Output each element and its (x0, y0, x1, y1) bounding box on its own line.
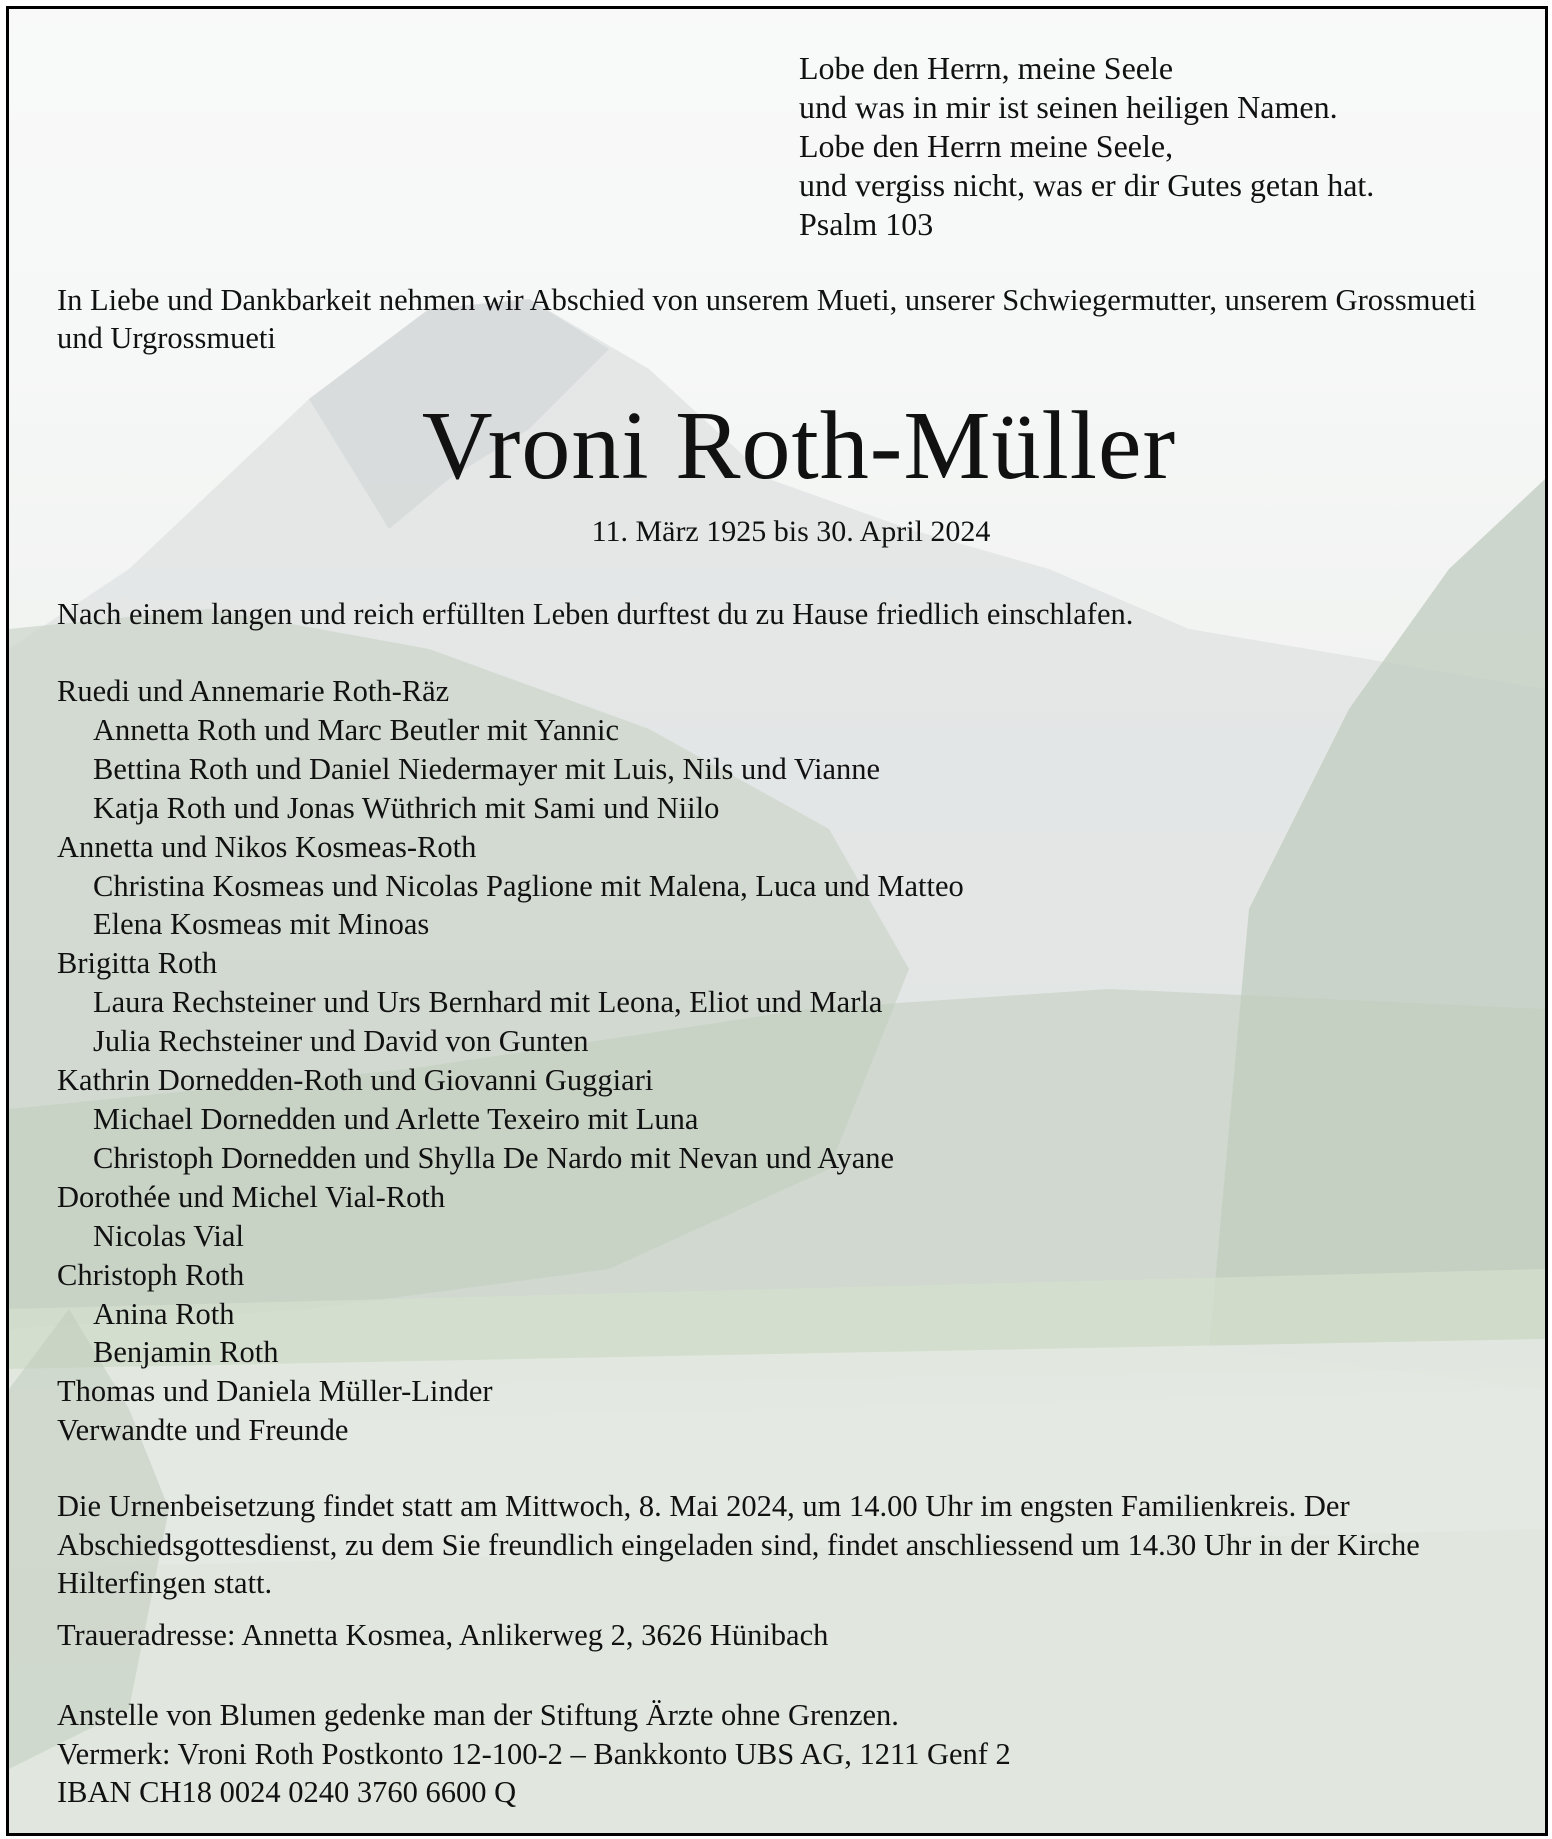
psalm-reference: Psalm 103 (799, 206, 934, 242)
psalm-line: Lobe den Herrn, meine Seele (799, 50, 1174, 86)
ceremony-info: Die Urnenbeisetzung findet statt am Mittwoch, 8. Mai 2024, um 14.00 Uhr im engsten Familienkreis. Der Abschiedsgottesdienst, zu dem Sie freundlich eingeladen sind, findet anschliessend um 14.30 Uhr in der Kirche Hilterfingen statt. (57, 1489, 1420, 1600)
mourner-descendant: Katja Roth und Jonas Wüthrich mit Sami und Niilo (93, 790, 720, 825)
mourner-descendant: Nicolas Vial (93, 1218, 244, 1253)
passing-text: Nach einem langen und reich erfüllten Leben durftest du zu Hause friedlich einschlafen. (57, 597, 1134, 631)
mourner-family: Kathrin Dornedden-Roth und Giovanni Guggiari (57, 1063, 654, 1098)
mourning-address: Traueradresse: Annetta Kosmea, Anlikerweg 2, 3626 Hünibach (57, 1618, 829, 1652)
donation-account: Vermerk: Vroni Roth Postkonto 12-100-2 – Bankkonto UBS AG, 1211 Genf 2 (57, 1736, 1011, 1771)
mourner-descendant: Bettina Roth und Daniel Niedermayer mit Luis, Nils und Vianne (93, 751, 881, 786)
mourner-descendant: Michael Dornedden und Arlette Texeiro mit Luna (93, 1101, 699, 1136)
mourner-family: Christoph Roth (57, 1257, 245, 1292)
mourner-family: Brigitta Roth (57, 946, 218, 981)
mourner-descendant: Elena Kosmeas mit Minoas (93, 907, 430, 942)
mourner-family: Dorothée und Michel Vial-Roth (57, 1179, 446, 1214)
mourner-family: Verwandte und Freunde (57, 1413, 349, 1448)
psalm-line: und was in mir ist seinen heiligen Namen. (799, 89, 1338, 125)
mourner-descendant: Annetta Roth und Marc Beutler mit Yannic (93, 712, 620, 747)
life-dates: 11. März 1925 bis 30. April 2024 (591, 515, 991, 548)
mourner-descendant: Laura Rechsteiner und Urs Bernhard mit Leona, Eliot und Marla (93, 985, 883, 1020)
mourner-family: Annetta und Nikos Kosmeas-Roth (57, 829, 477, 864)
mourners-list (57, 672, 964, 1450)
mourner-descendant: Benjamin Roth (93, 1335, 279, 1370)
mourner-descendant: Christina Kosmeas und Nicolas Paglione mit Malena, Luca und Matteo (93, 868, 964, 903)
mourner-family: Thomas und Daniela Müller-Linder (57, 1374, 493, 1409)
psalm-line: Lobe den Herrn meine Seele, (799, 128, 1174, 164)
donation-line: Anstelle von Blumen gedenke man der Stiftung Ärzte ohne Grenzen. (57, 1698, 899, 1732)
mourner-descendant: Christoph Dornedden und Shylla De Nardo mit Nevan und Ayane (93, 1140, 895, 1175)
intro-text: In Liebe und Dankbarkeit nehmen wir Abschied von unserem Mueti, unserer Schwiegermutter, unserem Grossmueti und Urgrossmueti (57, 283, 1477, 355)
mourner-descendant: Anina Roth (93, 1296, 235, 1331)
obituary-notice (6, 6, 1548, 1836)
notice-content (9, 9, 1545, 1833)
donation-iban: IBAN CH18 0024 0240 3760 6600 Q (57, 1775, 517, 1809)
donation-info (57, 1696, 1011, 1812)
mourner-descendant: Julia Rechsteiner und David von Gunten (93, 1024, 589, 1059)
psalm-line: und vergiss nicht, was er dir Gutes getan hat. (799, 167, 1375, 203)
psalm-quote (799, 49, 1374, 244)
mourner-family: Ruedi und Annemarie Roth-Räz (57, 674, 450, 708)
deceased-name: Vroni Roth-Müller (421, 392, 1177, 500)
